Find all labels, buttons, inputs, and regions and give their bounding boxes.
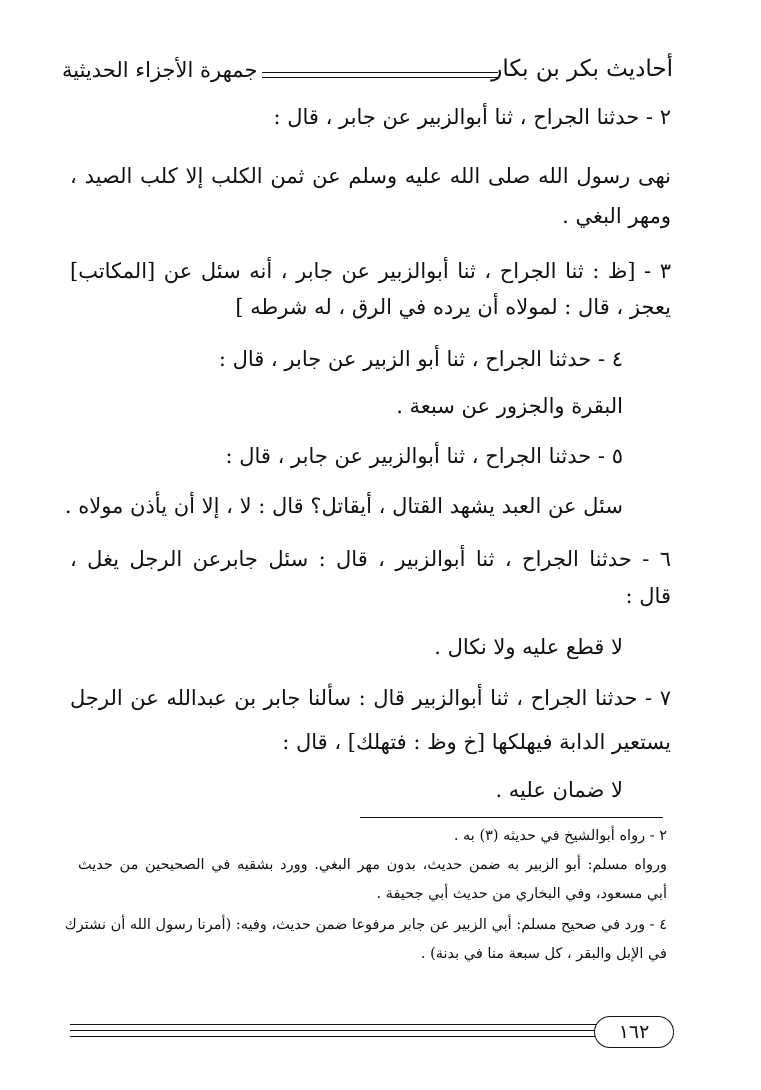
hadith-3-text: يعجز ، قال : لمولاه أن يرده في الرق ، له شرطه ] (235, 295, 671, 319)
page-number (594, 1016, 674, 1048)
series-title: جمهرة الأجزاء الحديثية (62, 58, 258, 82)
hadith-5-text: سئل عن العبد يشهد القتال ، أيقاتل؟ قال : لا ، إلا أن يأذن مولاه . (64, 494, 623, 518)
hadith-6-text: لا قطع عليه ولا نكال . (434, 635, 623, 659)
hadith-7-isnad-cont: يستعير الدابة فيهلكها [خ وظ : فتهلك] ، قال : (282, 730, 671, 754)
footnote-separator (360, 817, 663, 818)
hadith-2-text-end: ومهر البغي . (562, 204, 671, 228)
header-rule-top (262, 72, 498, 73)
hadith-3-isnad: ٣ - [ظ : ثنا الجراح ، ثنا أبوالزبير عن جابر ، أنه سئل عن [المكاتب] (70, 259, 671, 283)
footer-rule-1 (70, 1024, 671, 1025)
hadith-7-isnad: ٧ - حدثنا الجراح ، ثنا أبوالزبير قال : سألنا جابر بن عبدالله عن الرجل (70, 686, 671, 710)
footnote-2-cont: ورواه مسلم: أبو الزبير به ضمن حديث، بدون مهر البغي. وورد بشقيه في الصحيحين من حديث (78, 857, 667, 873)
hadith-6-qala: قال : (625, 584, 671, 608)
footer-rule-2 (70, 1030, 671, 1031)
hadith-4-text: البقرة والجزور عن سبعة . (396, 394, 623, 418)
hadith-2-text: نهى رسول الله صلى الله عليه وسلم عن ثمن الكلب إلا كلب الصيد ، (70, 164, 671, 188)
footer-rule-3 (70, 1036, 671, 1037)
footnote-4: ٤ - ورد في صحيح مسلم: أبي الزبير عن جابر مرفوعا ضمن حديث، وفيه: (أمرنا رسول الله أن نشترك (64, 917, 667, 933)
hadith-5-isnad: ٥ - حدثنا الجراح ، ثنا أبوالزبير عن جابر ، قال : (225, 444, 623, 468)
page-number-text: ١٦٢ (618, 1021, 650, 1043)
hadith-6-isnad: ٦ - حدثنا الجراح ، ثنا أبوالزبير ، قال : سئل جابرعن الرجل يغل ، (70, 547, 671, 571)
header-rule-bottom (262, 77, 498, 78)
footnote-2-end: أبي مسعود، وفي البخاري من حديث أبي جحيفة . (376, 886, 667, 902)
hadith-4-isnad: ٤ - حدثنا الجراح ، ثنا أبو الزبير عن جابر ، قال : (218, 347, 623, 371)
footnote-4-end: في الإبل والبقر ، كل سبعة منا في بدنة) . (420, 946, 667, 962)
footnote-2: ٢ - رواه أبوالشيخ في حديثه (٣) به . (453, 828, 667, 844)
book-title: أحاديث بكر بن بكار (491, 56, 673, 82)
running-header (62, 54, 673, 94)
hadith-2-isnad: ٢ - حدثنا الجراح ، ثنا أبوالزبير عن جابر ، قال : (273, 105, 671, 129)
hadith-7-text: لا ضمان عليه . (495, 778, 623, 802)
